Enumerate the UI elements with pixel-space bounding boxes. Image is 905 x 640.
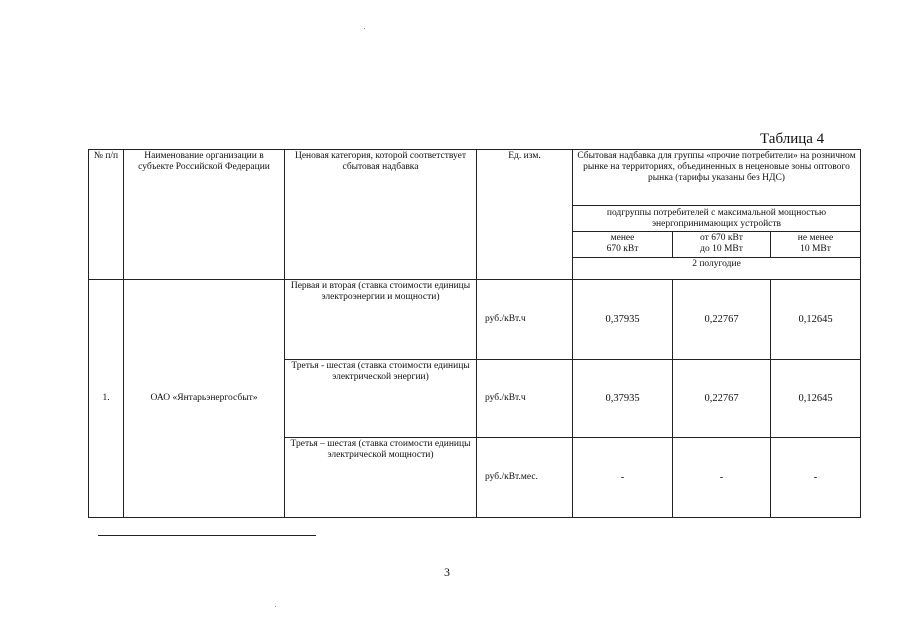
table-title: Таблица 4: [760, 131, 825, 147]
tariff-table: [88, 149, 861, 518]
header-category: Ценовая категория, которой соответствует сбытовая надбавка: [285, 150, 477, 280]
header-sub-less-670-line2: 670 кВт: [606, 244, 639, 254]
table-row: [89, 280, 861, 360]
header-subgroups: подгруппы потребителей с максимальной мощностью энергопринимающих устройств: [573, 206, 861, 232]
value-670-10: 0,22767: [673, 280, 771, 360]
header-sub-min-10-line2: 10 МВт: [800, 244, 831, 254]
value-670-10: 0,22767: [673, 360, 771, 438]
category-name: Третья - шестая (ставка стоимости единицы электрической энергии): [285, 360, 477, 438]
header-sub-670-10: [673, 232, 771, 258]
organization-name: ОАО «Янтарьэнергосбыт»: [124, 280, 285, 518]
value-670-10: -: [673, 438, 771, 518]
page-number: 3: [444, 565, 450, 579]
footnote-divider: [98, 535, 316, 536]
header-sub-min-10-line1: не менее: [797, 233, 834, 243]
header-period: 2 полугодие: [573, 258, 861, 280]
scan-speck: [364, 28, 365, 29]
row-number: 1.: [89, 280, 124, 518]
header-sub-less-670-line1: менее: [610, 233, 635, 243]
header-markup: Сбытовая надбавка для группы «прочие потребители» на розничном рынке на территориях, объединенных в неценовые зоны оптового рынка (тарифы указаны без НДС): [573, 150, 861, 206]
value-min-10: -: [771, 438, 861, 518]
unit-cell: руб./кВт.ч: [477, 280, 573, 360]
value-less-670: -: [573, 438, 673, 518]
header-unit: Ед. изм.: [477, 150, 573, 280]
scan-speck: [275, 606, 276, 607]
unit-cell: руб./кВт.ч: [477, 360, 573, 438]
header-org: Наименование организации в субъекте Российской Федерации: [124, 150, 285, 280]
header-sub-min-10: [771, 232, 861, 258]
value-min-10: 0,12645: [771, 280, 861, 360]
header-sub-less-670: [573, 232, 673, 258]
header-sub-670-10-line2: до 10 МВт: [700, 244, 743, 254]
header-row: [89, 150, 861, 206]
value-less-670: 0,37935: [573, 280, 673, 360]
value-min-10: 0,12645: [771, 360, 861, 438]
value-less-670: 0,37935: [573, 360, 673, 438]
category-name: Третья – шестая (ставка стоимости единицы электрической мощности): [285, 438, 477, 518]
unit-cell: руб./кВт.мес.: [477, 438, 573, 518]
header-num: № п/п: [89, 150, 124, 280]
category-name: Первая и вторая (ставка стоимости единицы электроэнергии и мощности): [285, 280, 477, 360]
header-sub-670-10-line1: от 670 кВт: [700, 233, 743, 243]
